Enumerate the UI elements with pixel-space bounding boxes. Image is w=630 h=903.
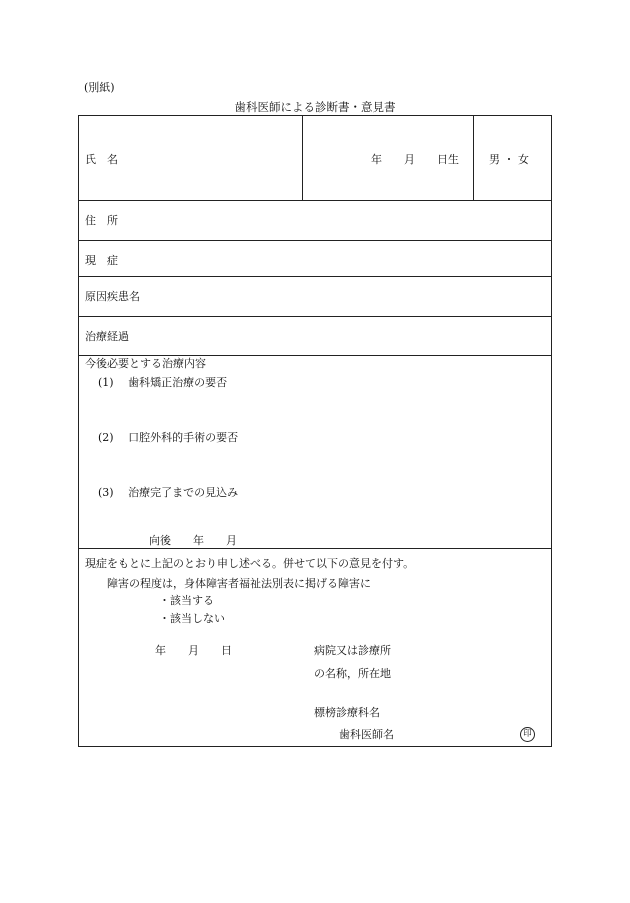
current-condition-label: 現 症: [85, 254, 118, 267]
option-applicable: ・該当する: [159, 594, 214, 607]
treatment-item-completion: (3) 治療完了までの見込み: [98, 486, 239, 499]
institution-label-2: の名称，所在地: [314, 667, 391, 680]
department-label: 標榜診療科名: [314, 706, 380, 719]
sex-label: 男 ・ 女: [489, 153, 529, 166]
row-divider-current: [79, 276, 551, 277]
treatment-item-orthodontic: (1) 歯科矯正治療の要否: [98, 376, 228, 389]
treatment-item-surgery: (2) 口腔外科的手術の要否: [98, 431, 239, 444]
row-divider-cause: [79, 316, 551, 317]
address-label: 住 所: [85, 214, 118, 227]
row-divider-address: [79, 240, 551, 241]
opinion-statement: 現症をもとに上記のとおり申し述べる。併せて以下の意見を付す。: [85, 557, 415, 570]
diagnosis-form: [78, 115, 552, 747]
dentist-name-label: 歯科医師名: [339, 728, 394, 741]
row-divider-course: [79, 355, 551, 356]
treatment-course-label: 治療経過: [85, 330, 129, 343]
name-label: 氏 名: [85, 153, 118, 166]
date-label: 年 月 日: [155, 644, 232, 657]
institution-label-1: 病院又は診療所: [314, 644, 391, 657]
row-divider-treatment: [79, 548, 551, 549]
column-divider-birthdate: [473, 116, 474, 200]
annex-label: (別紙): [84, 81, 115, 94]
seal-mark: 印: [520, 727, 535, 742]
document-title: 歯科医師による診断書・意見書: [234, 100, 396, 114]
birthdate-label: 年 月 日生: [371, 153, 459, 166]
treatment-heading: 今後必要とする治療内容: [85, 357, 206, 370]
disability-question: 障害の程度は，身体障害者福祉法別表に掲げる障害に: [107, 577, 371, 590]
row-divider-name: [79, 200, 551, 201]
column-divider-name: [302, 116, 303, 200]
cause-disease-label: 原因疾患名: [85, 290, 140, 303]
prospect-label: 向後 年 月: [149, 534, 237, 547]
option-not-applicable: ・該当しない: [159, 612, 225, 625]
